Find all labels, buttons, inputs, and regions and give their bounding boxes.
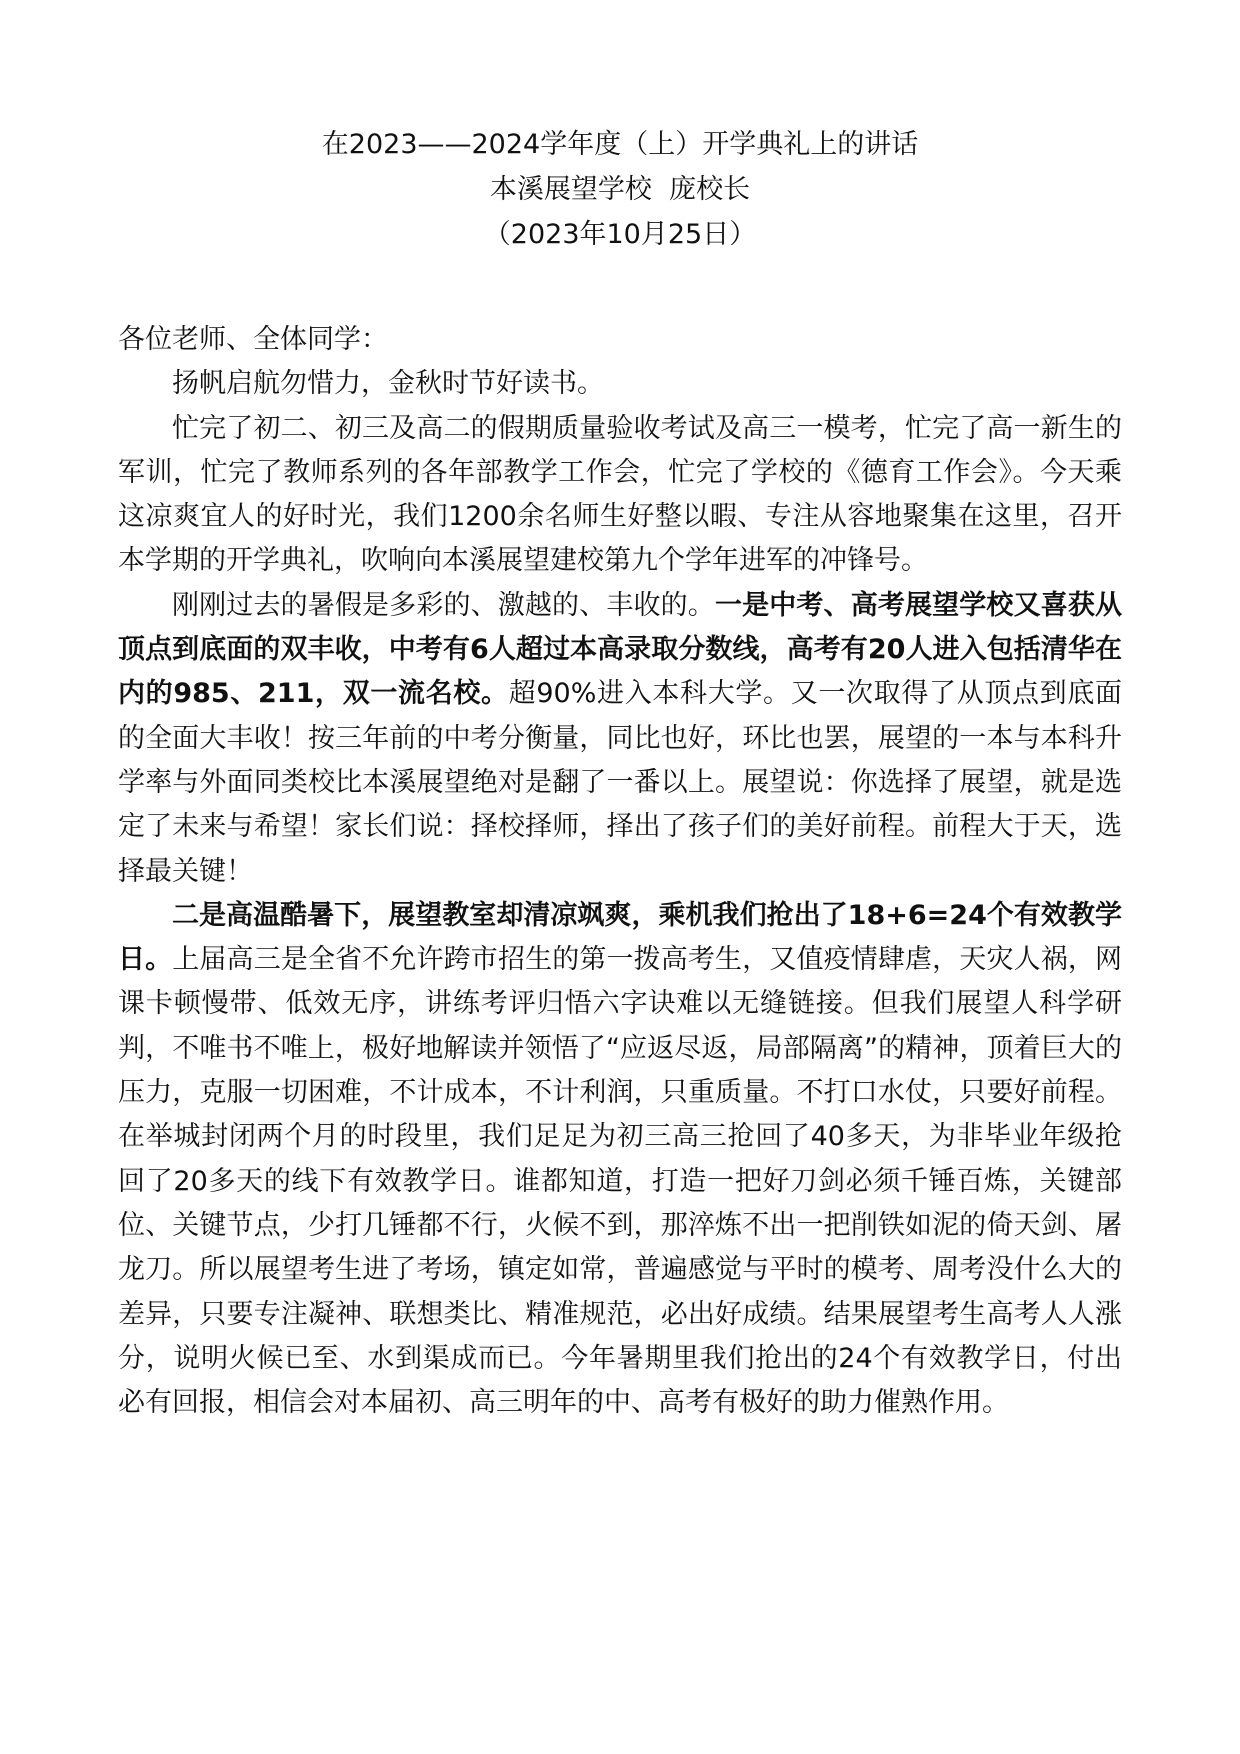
paragraph-teaching-days [118, 894, 1122, 1426]
paragraph-teaching-days-highlight: 二是高温酷暑下，展望教室却清凉飒爽，乘机我们抢出了18+6=24个有效教学日。 [118, 899, 1122, 976]
document-author: 本溪展望学校 庞校长 [489, 174, 751, 205]
paragraph-summer-harvest [118, 584, 1122, 894]
document-date: （2023年10月25日） [483, 219, 757, 250]
paragraph-summer-harvest-rest: 超90%进入本科大学。又一次取得了从顶点到底面的全面大丰收！按三年前的中考分衡量，同比也好，环比也罢，展望的一本与本科升学率与外面同类校比本溪展望绝对是翻了一番以上。展望说：你选择了展望，就是选定了未来与希望！家长们说：择校择师，择出了孩子们的美好前程。前程大于天，选择最关键！ [118, 678, 1122, 887]
speech-body [118, 318, 1122, 1425]
salutation: 各位老师、全体同学： [118, 324, 388, 355]
paragraph-summer-harvest-highlight: 一是中考、高考展望学校又喜获从顶点到底面的双丰收，中考有6人超过本高录取分数线，高考有20人进入包括清华在内的985、211，双一流名校。 [118, 589, 1123, 710]
document-header [0, 122, 1240, 257]
document-title: 在2023——2024学年度（上）开学典礼上的讲话 [321, 129, 919, 160]
paragraph-opening-couplet: 扬帆启航勿惜力，金秋时节好读书。 [172, 368, 604, 400]
paragraph-teaching-days-rest: 上届高三是全省不允许跨市招生的第一拨高考生，又值疫情肆虐，天灾人祸，网课卡顿慢带、低效无序，讲练考评归悟六字诀难以无缝链接。但我们展望人科学研判，不唯书不唯上，极好地解读并领悟了“应返尽返，局部隔离”的精神，顶着巨大的压力，克服一切困难，不计成本，不计利润，只重质量。不打口水仗，只要好前程。在举城封闭两个月的时段里，我们足足为初三高三抢回了40多天，为非毕业年级抢回了20多天的线下有效教学日。谁都知道，打造一把好刀剑必须千锤百炼，关键部位、关键节点，少打几锤都不行，火候不到，那淬炼不出一把削铁如泥的倚天剑、屠龙刀。所以展望考生进了考场，镇定如常，普遍感觉与平时的模考、周考没什么大的差异，只要专注凝神、联想类比、精准规范，必出好成绩。结果展望考生高考人人涨分，说明火候已至、水到渠成而已。今年暑期里我们抢出的24个有效教学日，付出必有回报，相信会对本届初、高三明年的中、高考有极好的助力催熟作用。 [118, 944, 1123, 1419]
paragraph-busy-preparations: 忙完了初二、初三及高二的假期质量验收考试及高三一模考，忙完了高一新生的军训，忙完了教师系列的各年部教学工作会，忙完了学校的《德育工作会》。今天乘这凉爽宜人的好时光，我们1200余名师生好整以暇、专注从容地聚集在这里，召开本学期的开学典礼，吹响向本溪展望建校第九个学年进军的冲锋号。 [118, 412, 1122, 577]
paragraph-summer-harvest-lead: 刚刚过去的暑假是多彩的、激越的、丰收的。 [172, 589, 715, 621]
